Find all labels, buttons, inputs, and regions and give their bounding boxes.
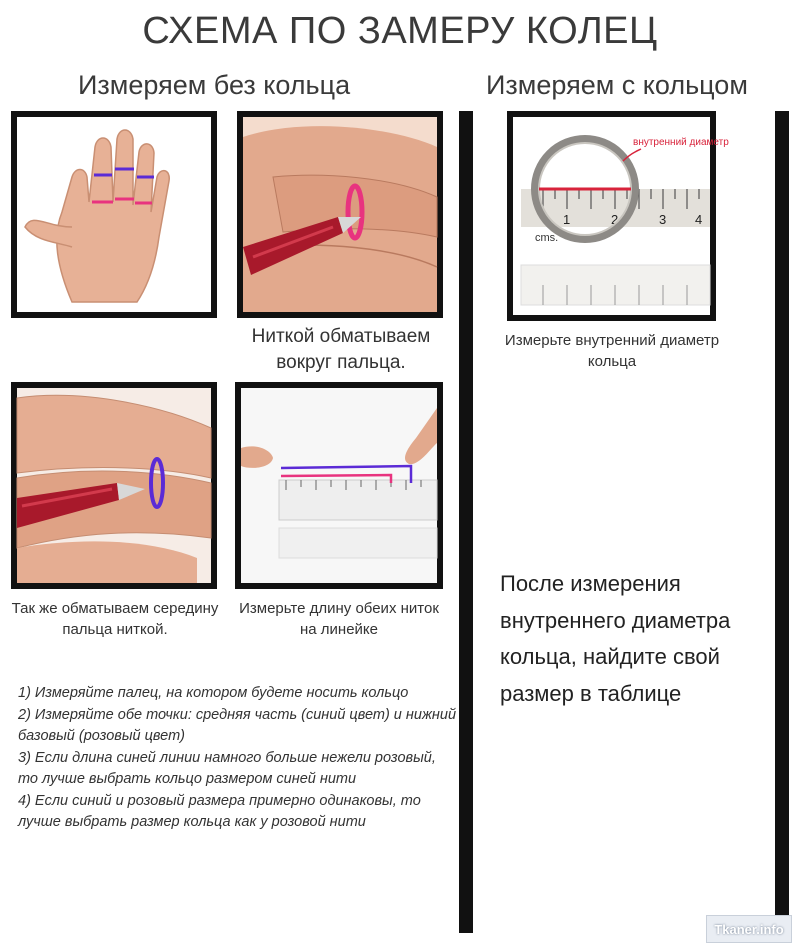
caption-measure-threads: Измерьте длину обеих ниток на линейке — [239, 600, 439, 638]
ruler-threads-photo — [235, 382, 443, 589]
wrap-base-photo — [237, 111, 443, 318]
wrap-middle-photo — [11, 382, 217, 589]
heading-with-ring: Измеряем с кольцом — [486, 70, 748, 100]
caption-wrap-middle: Так же обматываем середину пальца ниткой. — [11, 600, 219, 638]
instruction-item: 1) Измеряйте палец, на котором будете носить кольцо — [18, 685, 409, 701]
inner-diameter-label: внутренний диаметр — [633, 137, 729, 148]
instruction-item: 3) Если длина синей линии намного больше нежели розовый, то лучше выбрать кольцо размером синей нити — [18, 749, 436, 787]
tick-label: 2 — [611, 212, 619, 227]
tick-label: 1 — [563, 212, 571, 227]
palm-photo — [11, 111, 217, 318]
tick-label: 3 — [659, 212, 667, 227]
caption-wrap-base: Ниткой обматываем вокруг пальца. — [251, 326, 431, 373]
instruction-item: 2) Измеряйте обе точки: средняя часть (синий цвет) и нижний базовый (розовый цвет) — [18, 706, 457, 744]
tick-label: 4 — [695, 212, 703, 227]
caption-ring: Измерьте внутренний диаметр кольца — [504, 332, 720, 370]
watermark: Tkaner.info — [706, 915, 792, 943]
instruction-item: 4) Если синий и розовый размера примерно одинаковы, то лучше выбрать размер кольца как у розовой нити — [18, 792, 421, 830]
divider-right — [775, 111, 789, 933]
ring-on-ruler-photo — [507, 111, 729, 321]
instructions-list — [18, 683, 458, 834]
divider-left — [459, 111, 473, 933]
result-instruction: После измерения внутреннего диаметра кольца, найдите свой размер в таблице — [500, 571, 731, 706]
page-title: СХЕМА ПО ЗАМЕРУ КОЛЕЦ — [142, 10, 658, 52]
units-label: cms. — [535, 232, 559, 244]
heading-without-ring: Измеряем без кольца — [78, 70, 351, 100]
